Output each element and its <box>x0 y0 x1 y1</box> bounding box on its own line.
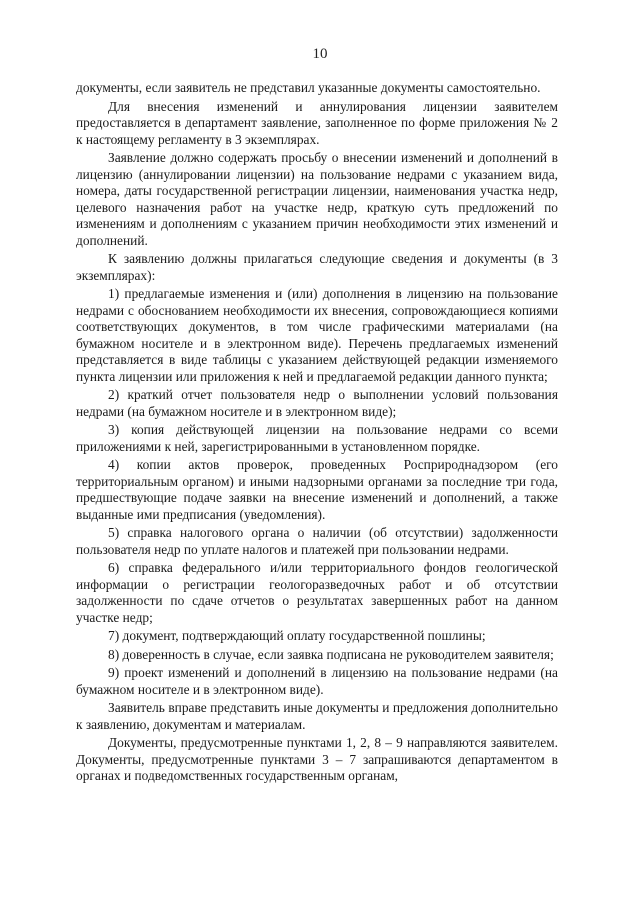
list-item-4: 4) копии актов проверок, проведенных Росприроднадзором (его территориальным органом) и иными надзорными органами за последние три года, предшествующие подаче заявки на внесение изменений и дополнений, а также выданные ими предписания (уведомления). <box>76 457 558 522</box>
list-item-3: 3) копия действующей лицензии на пользование недрами со всеми приложениями к ней, зарегистрированными в установленном порядке. <box>76 422 558 454</box>
list-item-1: 1) предлагаемые изменения и (или) дополнения в лицензию на пользование недрами с обоснованием необходимости их внесения, сопровождающиеся копиями соответствующих документов, в том числе графическими материалами (на бумажном носителе и в электронном виде). Перечень предлагаемых изменений представляется в виде таблицы с указанием действующей редакции изменяемого пункта лицензии или приложения к ней и предлагаемой редакции данного пункта; <box>76 286 558 384</box>
list-item-2: 2) краткий отчет пользователя недр о выполнении условий пользования недрами (на бумажном носителе и в электронном виде); <box>76 387 558 419</box>
list-item-5: 5) справка налогового органа о наличии (об отсутствии) задолженности пользователя недр по уплате налогов и платежей при пользовании недрами. <box>76 525 558 557</box>
list-item-9: 9) проект изменений и дополнений в лицензию на пользование недрами (на бумажном носителе и в электронном виде). <box>76 665 558 697</box>
paragraph-attachments-intro: К заявлению должны прилагаться следующие сведения и документы (в 3 экземплярах): <box>76 251 558 283</box>
paragraph-additional-documents: Заявитель вправе представить иные документы и предложения дополнительно к заявлению, документам и материалам. <box>76 700 558 732</box>
list-item-7: 7) документ, подтверждающий оплату государственной пошлины; <box>108 628 486 643</box>
list-item-8: 8) доверенность в случае, если заявка подписана не руководителем заявителя; <box>108 646 554 662</box>
document-body <box>76 80 558 785</box>
list-item-6: 6) справка федерального и/или территориального фондов геологической информации о регистрации геологоразведочных работ и об отсутствии задолженности по сдаче отчетов о результатах завершенных работ на данном участке недр; <box>76 560 558 625</box>
paragraph-document-routing: Документы, предусмотренные пунктами 1, 2, 8 – 9 направляются заявителем. Документы, предусмотренные пунктами 3 – 7 запрашиваются департаментом в органах и подведомственных государственным органам, <box>76 735 558 783</box>
paragraph-continuation: документы, если заявитель не представил указанные документы самостоятельно. <box>76 80 541 95</box>
page-number: 10 <box>312 46 328 62</box>
paragraph-application-submission: Для внесения изменений и аннулирования лицензии заявителем предоставляется в департамент заявление, заполненное по форме приложения № 2 к настоящему регламенту в 3 экземплярах. <box>76 98 558 147</box>
paragraph-application-contents: Заявление должно содержать просьбу о внесении изменений и дополнений в лицензию (аннулировании лицензии) на пользование недрами с указанием вида, номера, даты государственной регистрации лицензии, наименования участка недр, целевого назначения работ на участке недр, краткую суть предложений по изменениям и дополнениям с указанием причин необходимости этих изменений и дополнений. <box>76 150 558 248</box>
